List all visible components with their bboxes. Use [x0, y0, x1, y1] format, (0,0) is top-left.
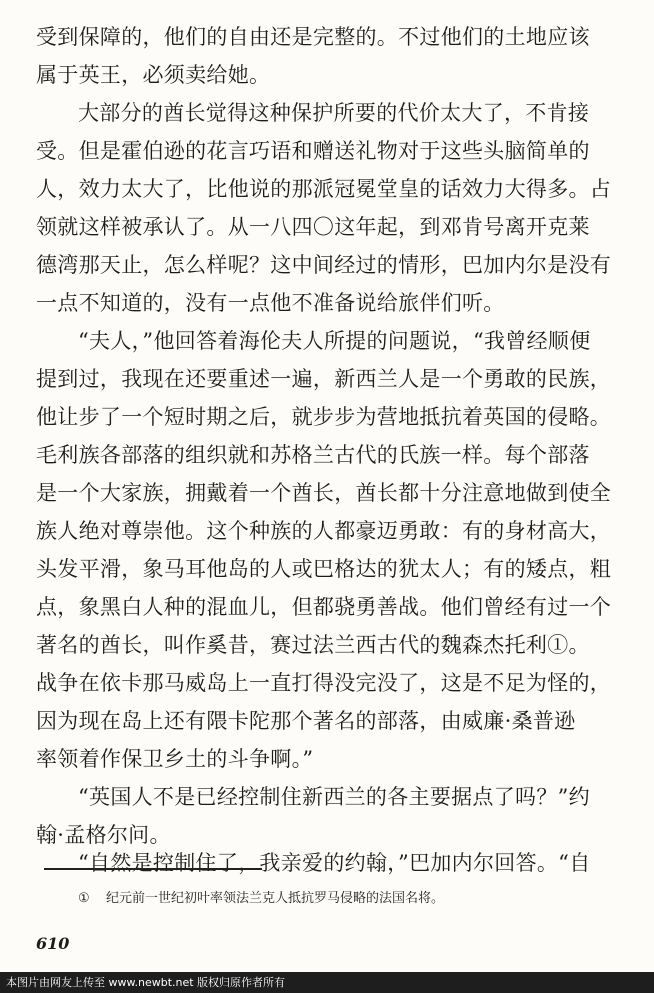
text-line: 领就这样被承认了。从一八四〇这年起，到邓肯号离开克莱 — [36, 215, 590, 239]
footnote-divider — [44, 868, 262, 870]
text-line: 毛利族各部落的组织就和苏格兰古代的氏族一样。每个部落 — [36, 443, 590, 467]
footnote-text: 纪元前一世纪初叶率领法兰克人抵抗罗马侵略的法国名将。 — [106, 891, 445, 906]
text-line: 头发平滑，象马耳他岛的人或巴格达的犹太人；有的矮点，粗 — [36, 557, 612, 581]
text-line: 因为现在岛上还有隈卡陀那个著名的部落，由威廉·桑普逊 — [36, 709, 576, 733]
text-line: 受。但是霍伯逊的花言巧语和赠送礼物对于这些头脑简单的 — [36, 139, 590, 163]
text-line: 著名的酋长，叫作奚昔，赛过法兰西古代的魏森杰托利①。 — [36, 633, 590, 657]
footnote-marker: ① — [78, 891, 90, 906]
text-line: 战争在依卡那马威岛上一直打得没完没了，这是不足为怪的， — [36, 671, 612, 695]
text-line: 大部分的酋长觉得这种保护所要的代价太大了，不肯接 — [78, 101, 590, 125]
text-line: 翰·孟格尔问。 — [36, 823, 171, 847]
text-line: 受到保障的，他们的自由还是完整的。不过他们的土地应该 — [36, 25, 590, 49]
text-line: 属于英王，必须卖给她。 — [36, 63, 271, 87]
text-line: 德湾那天止，怎么样呢？这中间经过的情形，巴加内尔是没有 — [36, 253, 612, 277]
text-line: 他让步了一个短时期之后，就步步为营地抵抗着英国的侵略。 — [36, 405, 612, 429]
text-line: 一点不知道的，没有一点他不准备说给旅伴们听。 — [36, 291, 505, 315]
page-number: 610 — [36, 934, 70, 953]
text-line: 提到过，我现在还要重述一遍，新西兰人是一个勇敢的民族， — [36, 367, 612, 391]
text-line: 人，效力太大了，比他说的那派冠冕堂皇的话效力大得多。占 — [36, 177, 612, 201]
watermark-banner: 本图片由网友上传至 www.newbt.net 版权归原作者所有 — [0, 972, 654, 993]
text-line: 族人绝对尊崇他。这个种族的人都豪迈勇敢：有的身材高大， — [36, 519, 612, 543]
text-line: “自然是控制住了，我亲爱的约翰，”巴加内尔回答。“自 — [78, 851, 591, 875]
text-line: “英国人不是已经控制住新西兰的各主要据点了吗？”约 — [78, 785, 590, 809]
text-line: 点，象黑白人种的混血儿，但都骁勇善战。他们曾经有过一个 — [36, 595, 612, 619]
text-line: “夫人，”他回答着海伦夫人所提的问题说，“我曾经顺便 — [78, 329, 591, 353]
text-line: 率领着作保卫乡土的斗争啊。” — [36, 747, 314, 771]
text-line: 是一个大家族，拥戴着一个酋长，酋长都十分注意地做到使全 — [36, 481, 612, 505]
